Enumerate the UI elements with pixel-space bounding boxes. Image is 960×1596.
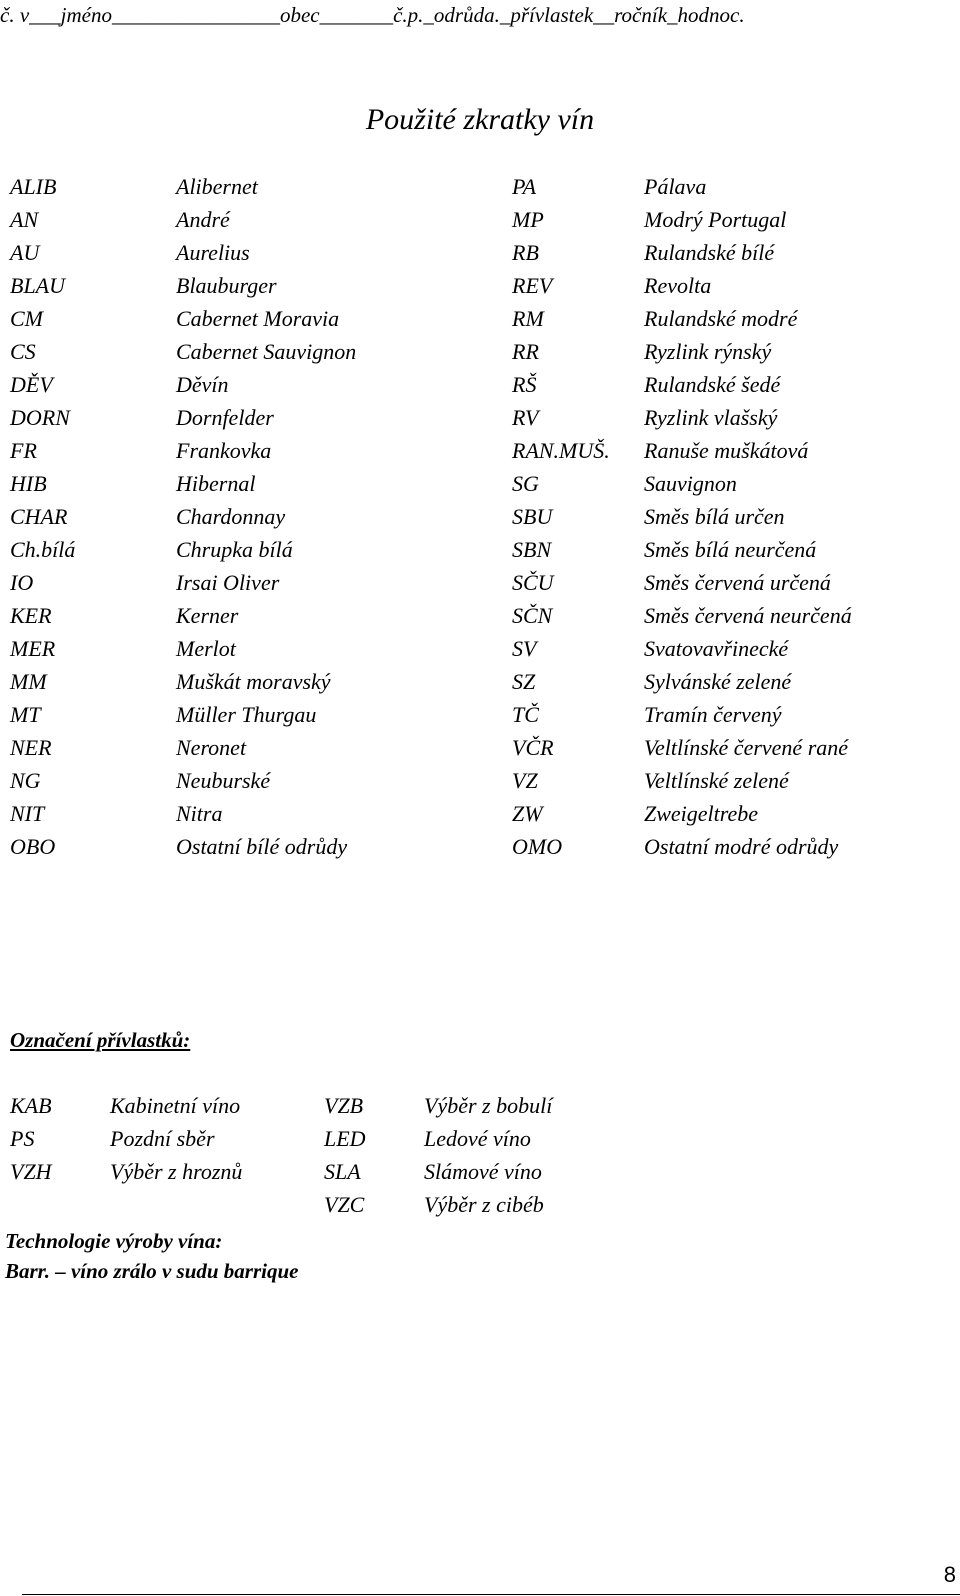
wine-code: RR (512, 339, 539, 364)
technology-heading: Technologie výroby vína: (5, 1229, 223, 1253)
table-row (0, 269, 960, 302)
attribute-code: KAB (10, 1093, 52, 1118)
wine-name: Tramín červený (644, 702, 782, 727)
attribute-code: VZB (324, 1093, 364, 1118)
wine-name: Modrý Portugal (644, 207, 787, 232)
wine-name: Rulandské šedé (644, 372, 781, 397)
wine-code: VČR (512, 735, 554, 760)
wine-name: Chrupka bílá (176, 537, 293, 562)
attributes-table (0, 1089, 552, 1221)
wine-name: Neuburské (176, 768, 271, 793)
technology-text: Barr. – víno zrálo v sudu barrique (5, 1259, 299, 1283)
wine-code: VZ (512, 768, 538, 793)
attributes-heading: Označení přívlastků: (10, 1028, 191, 1052)
wine-name: Směs bílá neurčená (644, 537, 817, 562)
wine-name: Irsai Oliver (176, 570, 280, 595)
wine-code: RAN.MUŠ. (512, 438, 610, 463)
wine-name: Revolta (644, 273, 712, 298)
table-row (0, 170, 960, 203)
table-row (0, 368, 960, 401)
wine-name: Rulandské bílé (644, 240, 775, 265)
table-row (0, 302, 960, 335)
wine-name: Rulandské modré (644, 306, 798, 331)
table-row (0, 1122, 552, 1155)
wine-code: MM (10, 669, 47, 694)
wine-name: Ostatní bílé odrůdy (176, 834, 348, 859)
wine-name: André (176, 207, 230, 232)
wine-code: SG (512, 471, 539, 496)
wine-name: Muškát moravský (176, 669, 331, 694)
form-header-line: č. v___jméno________________obec_______č.p._odrůda._přívlastek__ročník_hodnoc. (0, 3, 745, 27)
wine-code: RB (512, 240, 539, 265)
table-row (0, 500, 960, 533)
attribute-code: VZH (10, 1159, 52, 1184)
attribute-code: VZC (324, 1192, 365, 1217)
wine-code: Ch.bílá (10, 537, 76, 562)
table-row (0, 698, 960, 731)
wine-code: REV (512, 273, 553, 298)
wine-code: SV (512, 636, 537, 661)
wine-name: Müller Thurgau (176, 702, 317, 727)
wine-code: KER (10, 603, 52, 628)
table-row (0, 632, 960, 665)
wine-name: Cabernet Moravia (176, 306, 340, 331)
wine-code: HIB (10, 471, 47, 496)
wine-code: MP (512, 207, 544, 232)
attribute-name: Pozdní sběr (110, 1126, 215, 1151)
table-row (0, 1089, 552, 1122)
wine-code: NG (10, 768, 41, 793)
attribute-code: LED (324, 1126, 366, 1151)
table-row (0, 566, 960, 599)
wine-name: Veltlínské červené rané (644, 735, 849, 760)
wine-name: Kerner (176, 603, 239, 628)
wine-code: AN (10, 207, 39, 232)
wine-code: NER (10, 735, 52, 760)
attribute-code: PS (10, 1126, 35, 1151)
wine-name: Zweigeltrebe (644, 801, 759, 826)
table-row (0, 731, 960, 764)
wine-name: Směs červená určená (644, 570, 831, 595)
wine-name: Blauburger (176, 273, 277, 298)
wine-code: BLAU (10, 273, 65, 298)
wine-code: CHAR (10, 504, 68, 529)
wine-code: MT (10, 702, 41, 727)
wine-name: Dornfelder (176, 405, 274, 430)
table-row (0, 335, 960, 368)
wine-code: MER (10, 636, 56, 661)
wine-name: Veltlínské zelené (644, 768, 789, 793)
wine-code: DORN (10, 405, 70, 430)
wine-code: FR (10, 438, 37, 463)
wine-name: Neronet (176, 735, 247, 760)
table-row (0, 533, 960, 566)
attribute-name: Výběr z bobulí (424, 1093, 553, 1118)
wine-code: TČ (512, 702, 539, 727)
table-row (0, 599, 960, 632)
attribute-name: Výběr z cibéb (424, 1192, 544, 1217)
wine-name: Chardonnay (176, 504, 286, 529)
table-row (0, 665, 960, 698)
attribute-name: Kabinetní víno (110, 1093, 241, 1118)
attribute-name: Slámové víno (424, 1159, 542, 1184)
wine-abbreviation-table (0, 170, 960, 863)
wine-name: Sylvánské zelené (644, 669, 792, 694)
wine-name: Ryzlink rýnský (644, 339, 772, 364)
attribute-code (0, 1188, 110, 1221)
wine-code: SBU (512, 504, 553, 529)
wine-code: RŠ (512, 372, 537, 397)
page-title: Použité zkratky vín (365, 103, 595, 136)
wine-code: CS (10, 339, 36, 364)
table-row (0, 797, 960, 830)
wine-name: Sauvignon (644, 471, 737, 496)
wine-code: SZ (512, 669, 536, 694)
table-row (0, 401, 960, 434)
wine-name: Směs bílá určen (644, 504, 785, 529)
wine-name: Nitra (176, 801, 223, 826)
wine-code: DĚV (10, 372, 53, 397)
table-row (0, 203, 960, 236)
wine-code: SČN (512, 603, 553, 628)
wine-code: CM (10, 306, 43, 331)
wine-code: AU (10, 240, 40, 265)
wine-code: SČU (512, 570, 554, 595)
wine-code: SBN (512, 537, 552, 562)
table-row (0, 1155, 552, 1188)
wine-code: ALIB (10, 174, 57, 199)
wine-code: IO (10, 570, 34, 595)
wine-name: Pálava (644, 174, 707, 199)
wine-code: NIT (10, 801, 45, 826)
wine-name: Ryzlink vlašský (644, 405, 778, 430)
table-row (0, 236, 960, 269)
attribute-name: Ledové víno (424, 1126, 531, 1151)
attribute-code: SLA (324, 1159, 361, 1184)
table-row (0, 467, 960, 500)
wine-code: OBO (10, 834, 56, 859)
table-row (0, 434, 960, 467)
wine-name: Hibernal (176, 471, 256, 496)
wine-code: ZW (512, 801, 543, 826)
wine-name: Aurelius (176, 240, 250, 265)
wine-name: Děvín (176, 372, 229, 397)
wine-code: RV (512, 405, 539, 430)
wine-code: RM (512, 306, 544, 331)
wine-name: Ranuše muškátová (644, 438, 809, 463)
wine-code: OMO (512, 834, 563, 859)
wine-name: Směs červená neurčená (644, 603, 852, 628)
wine-name: Frankovka (176, 438, 272, 463)
attribute-name (110, 1188, 324, 1221)
table-row (0, 764, 960, 797)
wine-name: Alibernet (176, 174, 258, 199)
footer-rule (22, 1594, 960, 1595)
table-row (0, 830, 960, 863)
table-row (0, 1188, 552, 1221)
wine-name: Ostatní modré odrůdy (644, 834, 839, 859)
wine-code: PA (512, 174, 537, 199)
page-number: 8 (943, 1562, 956, 1587)
wine-name: Svatovavřinecké (644, 636, 789, 661)
wine-name: Cabernet Sauvignon (176, 339, 357, 364)
attribute-name: Výběr z hroznů (110, 1159, 243, 1184)
wine-name: Merlot (176, 636, 236, 661)
